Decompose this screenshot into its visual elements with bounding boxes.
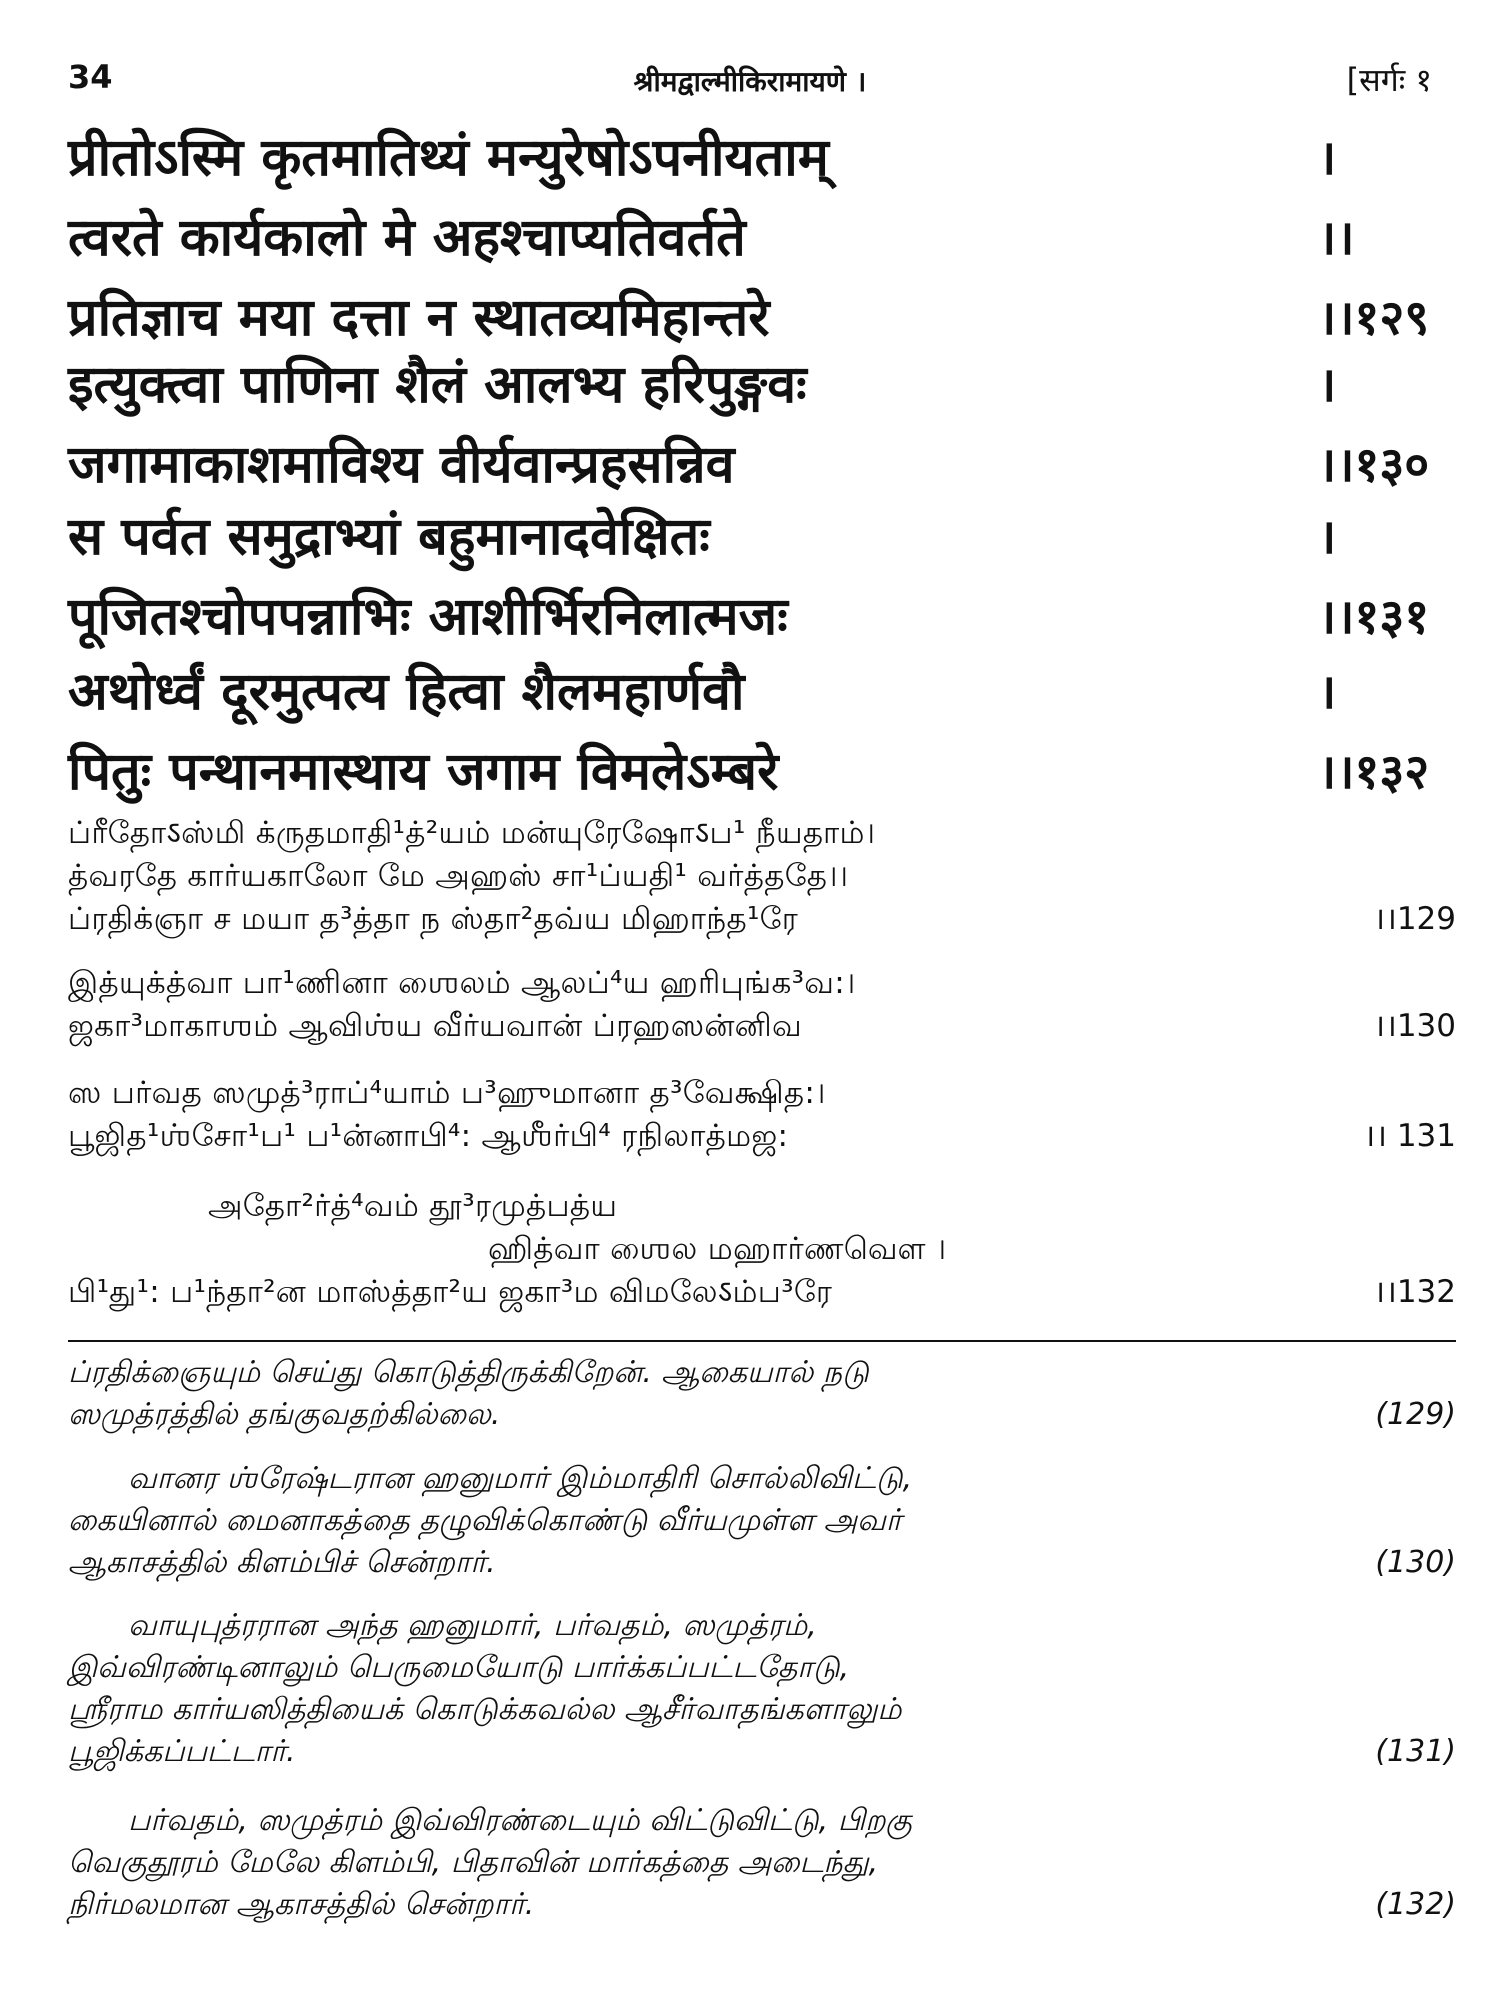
verse-mark: । [1318,130,1337,186]
transliteration-text: அதோ²ர்த்⁴வம் தூ³ரமுத்பத்ய [208,1188,618,1224]
translation-text: நிர்மலமான ஆகாசத்தில் சென்றார். [68,1887,535,1922]
verse-mark: ।। [1318,210,1355,266]
transliteration-text: த்வரதே கார்யகாலோ மே அஹஸ் சா¹ப்யதி¹ வர்த்ததே।। [68,858,849,894]
translation-paragraph-129 [68,1352,1456,1436]
transliteration-text: ஹித்வா ஶைல மஹார்ணவௌ । [488,1231,947,1267]
transliteration-line [68,962,1456,1005]
sanskrit-line [68,345,1432,425]
verse-mark: ।।१२९ [1318,290,1430,346]
sanskrit-line [68,118,1432,198]
translation-text: ப்ரதிக்ஞையும் செய்து கொடுத்திருக்கிறேன். ஆகையால் நடு [68,1355,869,1390]
sanskrit-text: त्वरते कार्यकालो मे अहश्चाप्यतिवर्तते [68,208,746,268]
translation-line [68,1884,1456,1926]
transliteration-text: பி¹து¹: ப¹ந்தா²ன மாஸ்த்தா²ய ஜகா³ம விமலேऽம்ப³ரே [68,1274,833,1310]
verse-mark: ।।१३० [1318,437,1430,493]
translation-text: ஸ்ரீராம கார்யஸித்தியைக் கொடுக்கவல்ல ஆசீர்வாதங்களாலும் [68,1692,902,1727]
sanskrit-text: इत्युक्त्वा पाणिना शैलं आलभ्य हरिपुङ्गवः [68,355,807,415]
sanskrit-text: जगामाकाशमाविश्य वीर्यवान्प्रहसन्निव [68,435,735,495]
sanskrit-text: पूजितश्चोपपन्नाभिः आशीर्भिरनिलात्मजः [68,587,788,647]
transliteration-text: ப்ரதிக்ஞா ச மயா த³த்தா ந ஸ்தா²தவ்ய மிஹாந்த¹ரே [68,901,799,937]
translation-line [68,1352,1456,1394]
sanskrit-line [68,497,1432,577]
verse-number: (132) [1375,1887,1456,1922]
verse-number: (129) [1375,1397,1456,1432]
verse-mark: । [1318,664,1337,720]
translation-line [68,1689,1456,1731]
transliteration-line [68,1072,1456,1115]
translation-line [68,1842,1456,1884]
transliteration-verse-131 [68,1072,1456,1158]
translation-text: கையினால் மைனாகத்தை தழுவிக்கொண்டு வீர்யமுள்ள அவர் [68,1503,902,1538]
section-divider [68,1340,1456,1342]
sanskrit-verse-130 [68,345,1432,505]
sanskrit-text: प्रीतोऽस्मि कृतमातिथ्यं मन्युरेषोऽपनीयताम् [68,128,829,188]
sanskrit-text: प्रतिज्ञाच मया दत्ता न स्थातव्यमिहान्तरे [68,288,770,348]
verse-mark: । [1318,357,1337,413]
translation-text: ஸமுத்ரத்தில் தங்குவதற்கில்லை. [68,1397,501,1432]
sanskrit-line [68,198,1432,278]
translation-paragraph-132 [68,1800,1456,1926]
translation-paragraph-131 [68,1605,1456,1773]
transliteration-line [68,1228,1456,1271]
transliteration-verse-129 [68,812,1456,941]
translation-text: வானர ஶ்ரேஷ்டரான ஹனுமார் இம்மாதிரி சொல்லிவிட்டு, [128,1461,913,1496]
page-number: 34 [68,58,113,96]
transliteration-line [68,812,1456,855]
verse-mark: । [1318,509,1337,565]
translation-line [68,1647,1456,1689]
transliteration-text: ஜகா³மாகாஶம் ஆவிஶ்ய வீர்யவான் ப்ரஹஸன்னிவ [68,1008,803,1044]
transliteration-text: ப்ரீதோऽஸ்மி க்ருதமாதி¹த்²யம் மன்யுரேஷோऽப¹ நீயதாம்। [68,815,876,851]
translation-line [68,1605,1456,1647]
translation-text: வெகுதூரம் மேலே கிளம்பி, பிதாவின் மார்கத்தை அடைந்து, [68,1845,879,1880]
translation-text: ஆகாசத்தில் கிளம்பிச் சென்றார். [68,1545,496,1580]
transliteration-verse-132 [68,1185,1456,1314]
transliteration-line [68,855,1456,898]
verse-mark: ।।130 [1373,1008,1456,1044]
sanskrit-line [68,425,1432,505]
transliteration-text: ஸ பர்வத ஸமுத்³ராப்⁴யாம் ப³ஹுமானா த³வேக்ஷித:। [68,1075,826,1111]
transliteration-line [68,1115,1456,1158]
translation-paragraph-130 [68,1458,1456,1584]
transliteration-line [68,898,1456,941]
verse-mark: ।।१३२ [1318,744,1430,800]
sanskrit-line [68,732,1432,812]
transliteration-line [68,1005,1456,1048]
translation-line [68,1800,1456,1842]
sanskrit-verse-132 [68,652,1432,812]
sanskrit-line [68,652,1432,732]
transliteration-verse-130 [68,962,1456,1048]
transliteration-line [68,1185,1456,1228]
sanskrit-line [68,577,1432,657]
running-header [68,58,1432,114]
translation-line [68,1500,1456,1542]
translation-line [68,1394,1456,1436]
transliteration-text: பூஜித¹ஶ்சோ¹ப¹ ப¹ன்னாபி⁴: ஆஶீர்பி⁴ ரநிலாத்மஜ: [68,1118,789,1154]
translation-line [68,1542,1456,1584]
verse-mark: ।।१३१ [1318,589,1430,645]
translation-text: இவ்விரண்டினாலும் பெருமையோடு பார்க்கப்பட்டதோடு, [68,1650,850,1685]
book-title: श्रीमद्वाल्मीकिरामायणे । [633,65,867,98]
verse-number: (131) [1375,1734,1456,1769]
transliteration-text: இத்யுக்த்வா பா¹ணினா ஶைலம் ஆலப்⁴ய ஹரிபுங்க³வ:। [68,965,856,1001]
sanskrit-text: अथोर्ध्वं दूरमुत्पत्य हित्वा शैलमहार्णवौ [68,662,745,722]
translation-text: பூஜிக்கப்பட்டார். [68,1734,296,1769]
sanskrit-verse-129 [68,118,1432,358]
verse-mark: ।।132 [1373,1274,1456,1310]
sanskrit-verse-131 [68,497,1432,657]
translation-line [68,1731,1456,1773]
verse-mark: ।।129 [1373,901,1456,937]
sanskrit-text: पितुः पन्थानमास्थाय जगाम विमलेऽम्बरे [68,742,779,802]
verse-number: (130) [1375,1545,1456,1580]
transliteration-line [68,1271,1456,1314]
translation-text: பர்வதம், ஸமுத்ரம் இவ்விரண்டையும் விட்டுவிட்டு, பிறகு [128,1803,912,1838]
translation-line [68,1458,1456,1500]
canto-label: [सर्गः १ [1346,61,1432,99]
sanskrit-text: स पर्वत समुद्राभ्यां बहुमानादवेक्षितः [68,507,710,567]
translation-text: வாயுபுத்ரரான அந்த ஹனுமார், பர்வதம், ஸமுத்ரம், [128,1608,817,1643]
verse-mark: ।। 131 [1363,1118,1456,1154]
